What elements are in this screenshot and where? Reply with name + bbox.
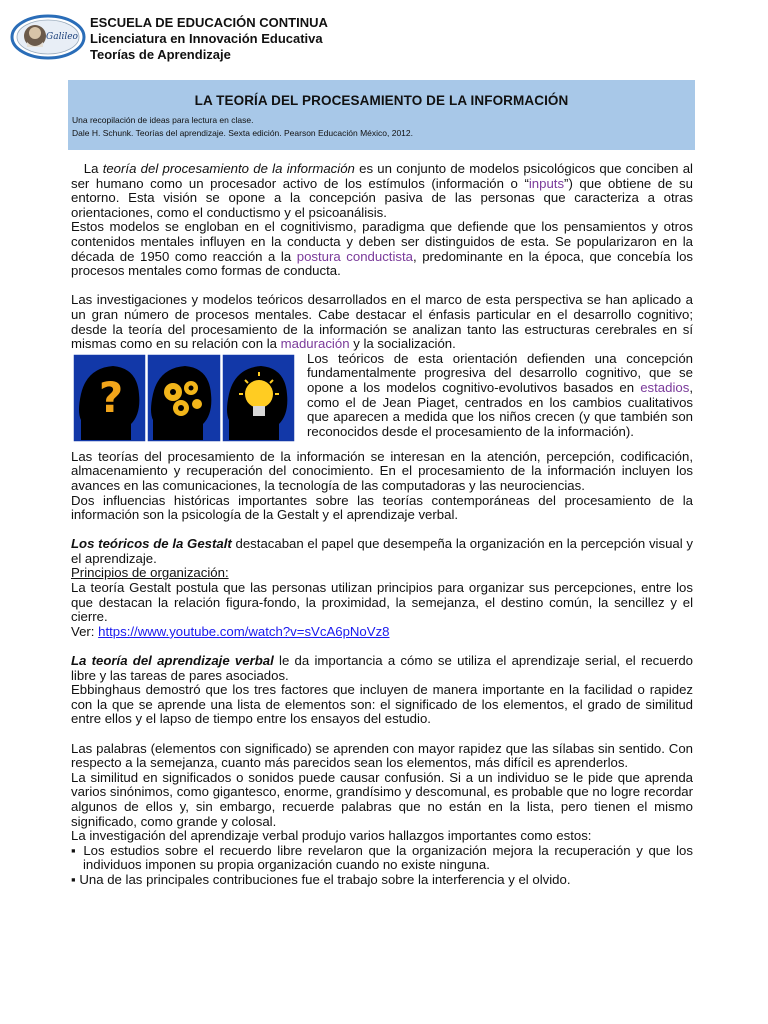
paragraph-gestalt-principles: La teoría Gestalt postula que las personas utilizan principios para organizar sus percepciones, entre los que destacan la relación figura-fondo, la proximidad, la semejanza, el destino común, la sencillez y el cierre. — [71, 580, 693, 625]
title-banner — [68, 80, 695, 150]
paragraph-influences: Dos influencias históricas importantes sobre las teorías contemporáneas del procesamiento de la información son la psicología de la Gestalt y el aprendizaje verbal. — [71, 492, 693, 523]
heads-illustration — [73, 354, 295, 442]
paragraph-similarity: La similitud en significados o sonidos puede causar confusión. Si a un individuo se le pide que aprenda varios sinónimos, como gigantesco, enorme, grandísimo y descomunal, es probable que no logre recordar algunos de ellos y, sin embargo, recuerde palabras que no están en la lista, pero tienen el mismo significado, como grande y colosal. — [71, 769, 693, 829]
list-item: ▪ Una de las principales contribuciones fue el trabajo sobre la interferencia y el olvido. — [71, 871, 571, 887]
paragraph-ebbinghaus: Ebbinghaus demostró que los tres factores que incluyen de manera importante en la facilidad o rapidez con la que se aprende una lista de elementos son: el significado de los elementos, el grado de similitud entre ellos y el lapso de tiempo entre los ensayos del estudio. — [71, 682, 693, 727]
banner-subtitle — [72, 114, 695, 140]
paragraph-progressive: Los teóricos de esta orientación defienden una concepción fundamentalmente progresiva del desarrollo cognitivo, que se opone a los modelos cognitivo-evolutivos basados en estadios, como el de Jean Piaget, centrados en los cambios cualitativos que aparecen a medida que los niños crecen (y que también son reconocidos desde el procesamiento de la información). — [307, 350, 693, 439]
paragraph-findings: La investigación del aprendizaje verbal produjo varios hallazgos importantes como estos: — [71, 828, 592, 844]
inputs-link[interactable]: inputs — [528, 175, 565, 191]
document-body — [71, 162, 693, 888]
institution-header — [90, 15, 328, 63]
document-title: LA TEORÍA DEL PROCESAMIENTO DE LA INFORMACIÓN — [194, 93, 569, 108]
paragraph-theories: Las teorías del procesamiento de la información se interesan en la atención, percepción, codificación, almacenamiento y recuperación del conocimiento. En el procesamiento de la información incluyen los avances en las comunicaciones, la tecnología de las computadoras y las neurociencias. — [71, 448, 693, 493]
paragraph-intro: La teoría del procesamiento de la información es un conjunto de modelos psicológicos que conciben al ser humano como un procesador activo de los estímulos (información o “inputs”) que obtiene de su entorno. Esta visión se opone a la concepción pasiva de las personas que caracteriza a otras orientaciones, como el conductismo y el psicoanálisis. — [71, 161, 693, 220]
banner-citation: Dale H. Schunk. Teorías del aprendizaje. Sexta edición. Pearson Educación México, 2012. — [72, 128, 413, 138]
see-also-line: Ver: https://www.youtube.com/watch?v=sVcA6pNoVz8 — [71, 623, 390, 639]
paragraph-words: Las palabras (elementos con significado) se aprenden con mayor rapidez que las sílabas sin sentido. Con respecto a la semejanza, cuanto más parecidos sean los elementos, más difícil es aprenderlos. — [71, 740, 693, 771]
course-name: Teorías de Aprendizaje — [90, 47, 231, 62]
svg-text:Galileo: Galileo — [46, 32, 78, 42]
program-name: Licenciatura en Innovación Educativa — [90, 31, 323, 46]
estadios-link[interactable]: estadios — [640, 379, 690, 395]
maduracion-link[interactable]: maduración — [280, 336, 350, 352]
galileo-logo — [10, 14, 86, 60]
paragraph-investigations: Las investigaciones y modelos teóricos desarrollados en el marco de esta perspectiva se han aplicado a un gran número de procesos mentales. Cabe destacar el énfasis particular en el desarrollo cognitivo; desde la teoría del procesamiento de la información se analizan tanto las estructuras cerebrales en sí mismas como en su relación con la maduración y la socialización. — [71, 292, 693, 352]
paragraph-gestalt: Los teóricos de la Gestalt destacaban el papel que desempeña la organización en la percepción visual y el aprendizaje. — [71, 536, 693, 566]
principles-heading: Principios de organización: — [71, 565, 229, 581]
postura-conductista-link[interactable]: postura conductista — [296, 248, 413, 264]
question-mark-icon: ? — [98, 372, 124, 422]
youtube-link[interactable]: https://www.youtube.com/watch?v=sVcA6pNoVz8 — [98, 623, 390, 639]
list-item: ▪ Los estudios sobre el recuerdo libre revelaron que la organización mejora la recuperación y que los individuos imponen su propia organización cuando no existe ninguna. — [71, 842, 693, 873]
paragraph-cognitivism: Estos modelos se engloban en el cognitivismo, paradigma que defiende que los pensamientos y otros contenidos mentales influyen en la conducta y deben ser distinguidos de esta. Se popularizaron en la década de 1950 como reacción a la postura conductista, predominante en la época, que concebía los procesos mentales como formas de conducta. — [71, 219, 693, 279]
paragraph-verbal: La teoría del aprendizaje verbal le da importancia a cómo se utiliza el aprendizaje serial, el recuerdo libre y las tareas de pares asociados. — [71, 653, 694, 683]
school-name: ESCUELA DE EDUCACIÓN CONTINUA — [90, 15, 328, 30]
banner-note: Una recopilación de ideas para lectura en clase. — [72, 115, 254, 125]
